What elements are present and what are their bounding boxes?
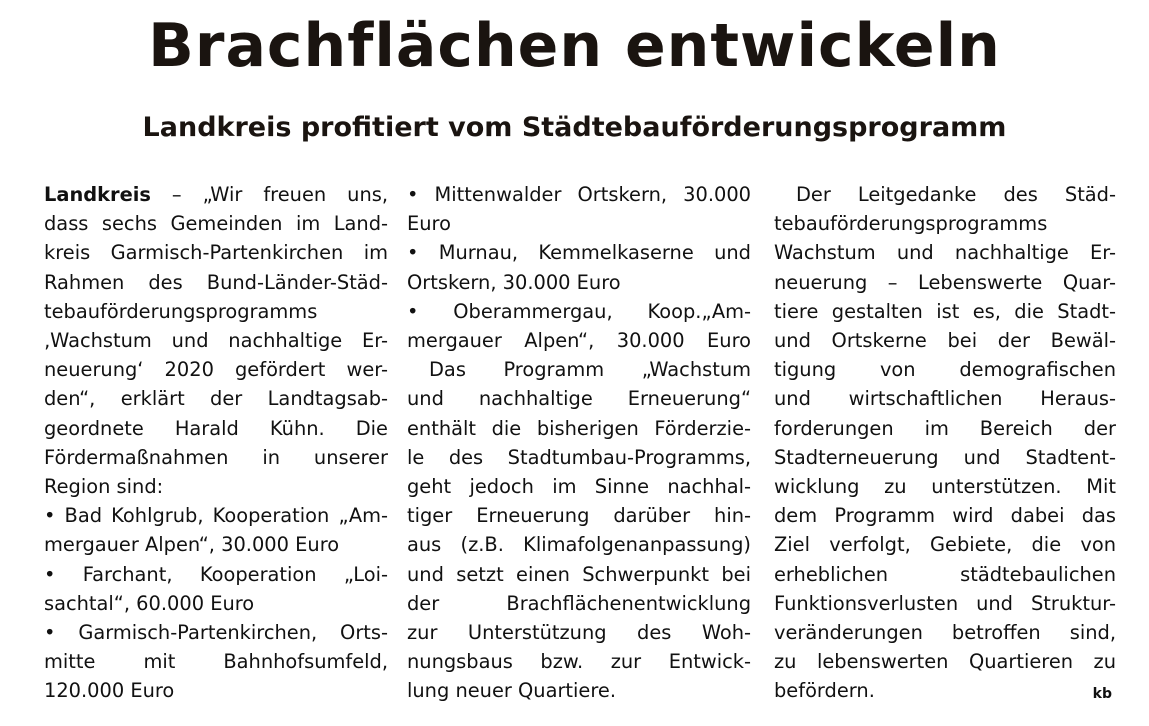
text-line: geht jedoch im Sinne nachhal- [407, 475, 751, 499]
text-line: tebauförderungsprogramms [774, 212, 1048, 236]
paragraph-start: Der Leitgedanke des Städ- [796, 183, 1116, 206]
text-line: Fördermaßnahmen in unserer [44, 445, 388, 469]
list-item: • Murnau, Kemmelkaserne und [407, 241, 751, 265]
text-line: tebauförderungsprogramms [44, 299, 318, 323]
text-line: Stadterneuerung und Stadtent- [774, 445, 1116, 469]
text-line: Funktionsverlusten und Struktur- [774, 591, 1116, 615]
text-line: kreis Garmisch-Partenkirchen im [44, 241, 388, 265]
text-line: geordnete Harald Kühn. Die [44, 416, 388, 440]
text-line: wicklung zu unterstützen. Mit [774, 475, 1116, 499]
list-item: • Oberammergau, Koop.„Am- [407, 299, 751, 323]
list-item: • Garmisch-Partenkirchen, Orts- [44, 621, 388, 645]
text-line: und nachhaltige Erneuerung“ [407, 387, 751, 411]
headline: Brachflächen entwickeln [148, 11, 1001, 81]
list-item-continuation: Ortskern, 30.000 Euro [407, 270, 621, 294]
text-line: tiere gestalten ist es, die Stadt- [774, 299, 1116, 323]
list-item-continuation: Euro [407, 212, 451, 236]
article-column-1 [44, 180, 388, 706]
byline: kb [1092, 686, 1112, 703]
text-line: Wachstum und nachhaltige Er- [774, 241, 1116, 265]
text-line: und wirtschaftlichen Heraus- [774, 387, 1116, 411]
text-line: Region sind: [44, 475, 164, 499]
text-line: tiger Erneuerung darüber hin- [407, 504, 751, 528]
text-line: Ziel verfolgt, Gebiete, die von [774, 533, 1116, 557]
text-line: ‚Wachstum und nachhaltige Er- [44, 329, 388, 353]
text-line: Landkreis – „Wir freuen uns, [44, 183, 388, 206]
text-line: nungsbaus bzw. zur Entwick- [407, 650, 751, 674]
text-line-final: befördern. kb [774, 676, 1116, 705]
text-line: den“, erklärt der Landtagsab- [44, 387, 388, 411]
text-line: neuerung – Lebenswerte Quar- [774, 270, 1116, 294]
text-line: enthält die bisherigen Förderzie- [407, 416, 751, 440]
text-line: Rahmen des Bund-Länder-Städ- [44, 270, 388, 294]
text-line: der Brachflächenentwicklung [407, 591, 751, 615]
text-line: lung neuer Quartiere. [407, 679, 616, 703]
article-column-3 [774, 180, 1116, 710]
list-item-continuation: sachtal“, 60.000 Euro [44, 591, 255, 615]
article-column-2 [407, 180, 751, 706]
text-line: neuerung‘ 2020 gefördert wer- [44, 358, 388, 382]
text-line: aus (z.B. Klimafolgenanpassung) [407, 533, 751, 557]
text-line: dem Programm wird dabei das [774, 504, 1116, 528]
paragraph-start: Das Programm „Wachstum [429, 358, 751, 382]
text-line: zu lebenswerten Quartieren zu [774, 650, 1116, 674]
text-line: und setzt einen Schwerpunkt bei [407, 562, 751, 586]
text-line: erheblichen städtebaulichen [774, 562, 1116, 586]
dateline: Landkreis [44, 183, 151, 206]
list-item: • Farchant, Kooperation „Loi- [44, 562, 388, 586]
list-item-continuation: mergauer Alpen“, 30.000 Euro [44, 533, 340, 557]
list-item: • Mittenwalder Ortskern, 30.000 [407, 183, 751, 206]
list-item-continuation: mitte mit Bahnhofsumfeld, [44, 650, 388, 674]
subheadline: Landkreis profitiert vom Städtebauförderungsprogramm [142, 112, 1007, 143]
text-line: und Ortskerne bei der Bewäl- [774, 329, 1116, 353]
text-line: veränderungen betroffen sind, [774, 621, 1116, 645]
list-item: • Bad Kohlgrub, Kooperation „Am- [44, 504, 388, 528]
text-line: dass sechs Gemeinden im Land- [44, 212, 388, 236]
text-line: zur Unterstützung des Woh- [407, 621, 751, 645]
list-item-continuation: mergauer Alpen“, 30.000 Euro [407, 329, 751, 353]
text-line: le des Stadtumbau-Programms, [407, 445, 751, 469]
text-line: forderungen im Bereich der [774, 416, 1116, 440]
list-item-continuation: 120.000 Euro [44, 679, 175, 703]
text-line: tigung von demografischen [774, 358, 1116, 382]
